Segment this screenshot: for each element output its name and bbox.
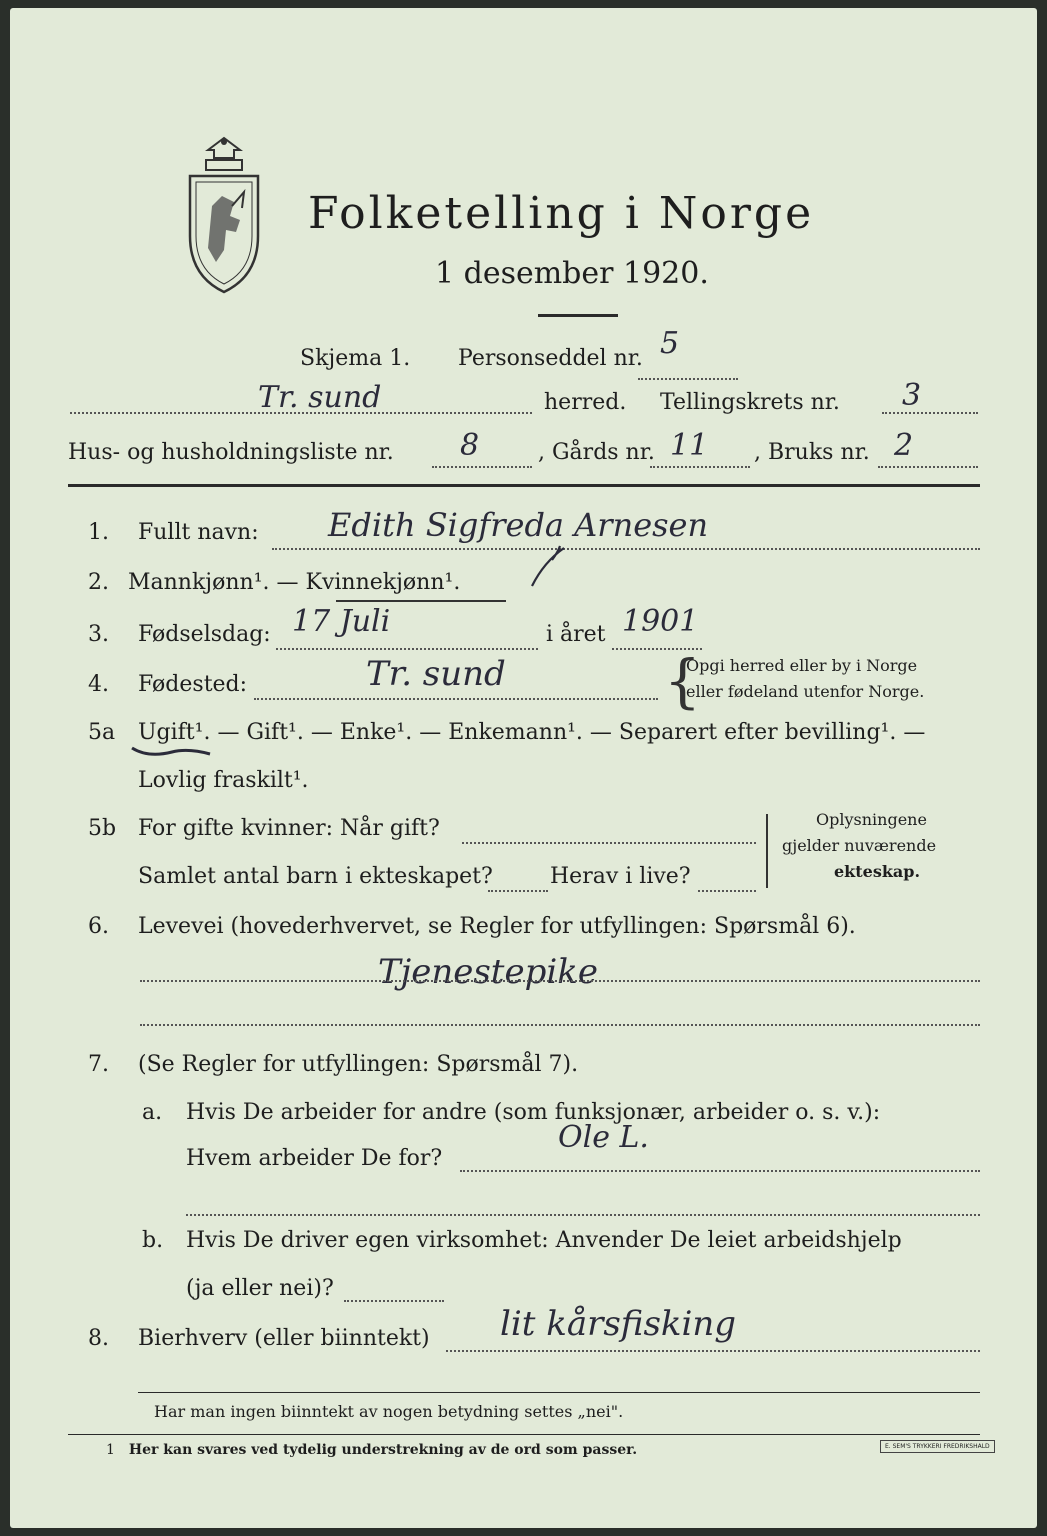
- item-7b-letter: b.: [142, 1228, 164, 1253]
- item-5b-line: [462, 842, 756, 844]
- gards-label: , Gårds nr.: [538, 440, 655, 465]
- bruks-line: [878, 466, 978, 468]
- item-4-line: [254, 698, 658, 700]
- item-3-year-value: 1901: [622, 604, 699, 639]
- item-7a-who-value: Ole L.: [558, 1120, 649, 1155]
- item-6-number: 6.: [88, 914, 109, 939]
- kvinnekjonn-underline: [336, 600, 506, 602]
- tellingskrets-value: 3: [902, 378, 922, 413]
- item-5b-label: For gifte kvinner: Når gift?: [138, 816, 440, 841]
- item-2-number: 2.: [88, 570, 109, 595]
- item-4-note-line2: eller fødeland utenfor Norge.: [686, 682, 925, 701]
- item-7b-answer-label: (ja eller nei)?: [186, 1276, 334, 1301]
- item-1-value: Edith Sigfreda Arnesen: [328, 506, 709, 544]
- footer-rule-top: [138, 1392, 980, 1393]
- printer-stamp-text: E. SEM'S TRYKKERI FREDRIKSHALD: [885, 1443, 990, 1450]
- item-7a-who-label: Hvem arbeider De for?: [186, 1146, 443, 1171]
- item-5b-note-line3: ekteskap.: [834, 862, 921, 881]
- item-5a-options: Ugift¹. — Gift¹. — Enke¹. — Enkemann¹. — Separert efter bevilling¹. —: [138, 720, 926, 745]
- header-rule: [68, 484, 980, 487]
- item-1-number: 1.: [88, 520, 109, 545]
- tellingskrets-label: Tellingskrets nr.: [660, 390, 840, 415]
- footnote-text: Her kan svares ved tydelig understrekning av de ord som passer.: [128, 1442, 638, 1458]
- item-6-label: Levevei (hovederhvervet, se Regler for utfyllingen: Spørsmål 6).: [138, 914, 856, 939]
- item-6-line2: [140, 1024, 980, 1026]
- item-8-value: lit kårsfisking: [500, 1304, 737, 1344]
- item-8-line: [446, 1350, 980, 1352]
- gards-value: 11: [670, 428, 709, 463]
- item-5b-children-label: Samlet antal barn i ekteskapet?: [138, 864, 493, 889]
- item-7a-who-line: [460, 1170, 980, 1172]
- ugift-underline: [128, 742, 214, 762]
- item-6-line1: [140, 980, 980, 982]
- item-3-label: Fødselsdag:: [138, 622, 271, 647]
- item-7a-question: Hvis De arbeider for andre (som funksjonær, arbeider o. s. v.):: [186, 1100, 881, 1125]
- schema-label: Skjema 1.: [300, 346, 411, 371]
- item-4-number: 4.: [88, 672, 109, 697]
- printer-stamp: [880, 1440, 995, 1453]
- form-title: Folketelling i Norge: [308, 188, 815, 239]
- item-7-label: (Se Regler for utfyllingen: Spørsmål 7).: [138, 1052, 579, 1077]
- item-5a-number: 5a: [88, 720, 116, 745]
- footer-rule-bottom: [68, 1434, 980, 1435]
- item-7-number: 7.: [88, 1052, 109, 1077]
- husholdningsliste-label: Hus- og husholdningsliste nr.: [68, 440, 394, 465]
- item-7a-letter: a.: [142, 1100, 163, 1125]
- personseddel-line: [638, 378, 738, 380]
- item-1-label: Fullt navn:: [138, 520, 259, 545]
- item-3-day-line: [276, 648, 538, 650]
- title-divider: [538, 314, 618, 317]
- personseddel-value: 5: [660, 326, 680, 361]
- item-5b-bracket: [766, 814, 774, 888]
- item-8-number: 8.: [88, 1326, 109, 1351]
- herred-value: Tr. sund: [258, 380, 382, 415]
- item-3-day-value: 17 Juli: [292, 604, 391, 639]
- husholdningsliste-value: 8: [460, 428, 480, 463]
- item-5b-number: 5b: [88, 816, 117, 841]
- coat-of-arms-icon: [178, 136, 270, 296]
- item-7b-line: [344, 1300, 444, 1302]
- footnote-marker: 1: [106, 1442, 115, 1458]
- herred-label: herred.: [544, 390, 627, 415]
- bruks-value: 2: [894, 428, 914, 463]
- item-3-number: 3.: [88, 622, 109, 647]
- husholdningsliste-line: [432, 466, 532, 468]
- census-form: [10, 8, 1037, 1528]
- bruks-label: , Bruks nr.: [754, 440, 870, 465]
- item-4-note-line1: Opgi herred eller by i Norge: [686, 656, 918, 675]
- item-5b-alive-label: Herav i live?: [550, 864, 691, 889]
- item-7b-question: Hvis De driver egen virksomhet: Anvender De leiet arbeidshjelp: [186, 1228, 902, 1253]
- item-5b-note-line2: gjelder nuværende: [782, 836, 937, 855]
- item-5a-options-cont: Lovlig fraskilt¹.: [138, 768, 309, 793]
- item-4-label: Fødested:: [138, 672, 248, 697]
- item-3-year-label: i året: [546, 622, 606, 647]
- item-6-value: Tjenestepike: [378, 952, 598, 992]
- personseddel-label: Personseddel nr.: [458, 346, 643, 371]
- gards-line: [650, 466, 750, 468]
- item-2-label: Mannkjønn¹. — Kvinnekjønn¹.: [128, 570, 461, 595]
- item-8-label: Bierhverv (eller biinntekt): [138, 1326, 430, 1351]
- item-5b-note-line1: Oplysningene: [816, 810, 927, 829]
- item-7a-line2: [186, 1214, 980, 1216]
- check-mark: [520, 542, 580, 592]
- tellingskrets-line: [882, 412, 978, 414]
- item-4-brace: {: [664, 647, 701, 715]
- item-4-value: Tr. sund: [366, 654, 506, 694]
- item-5b-alive-line: [698, 890, 756, 892]
- form-date: 1 desember 1920.: [435, 256, 709, 291]
- item-5b-children-line: [488, 890, 548, 892]
- footnote: [106, 1442, 637, 1458]
- footer-note: Har man ingen biinntekt av nogen betydning settes „nei".: [154, 1402, 624, 1421]
- item-1-line: [272, 548, 980, 550]
